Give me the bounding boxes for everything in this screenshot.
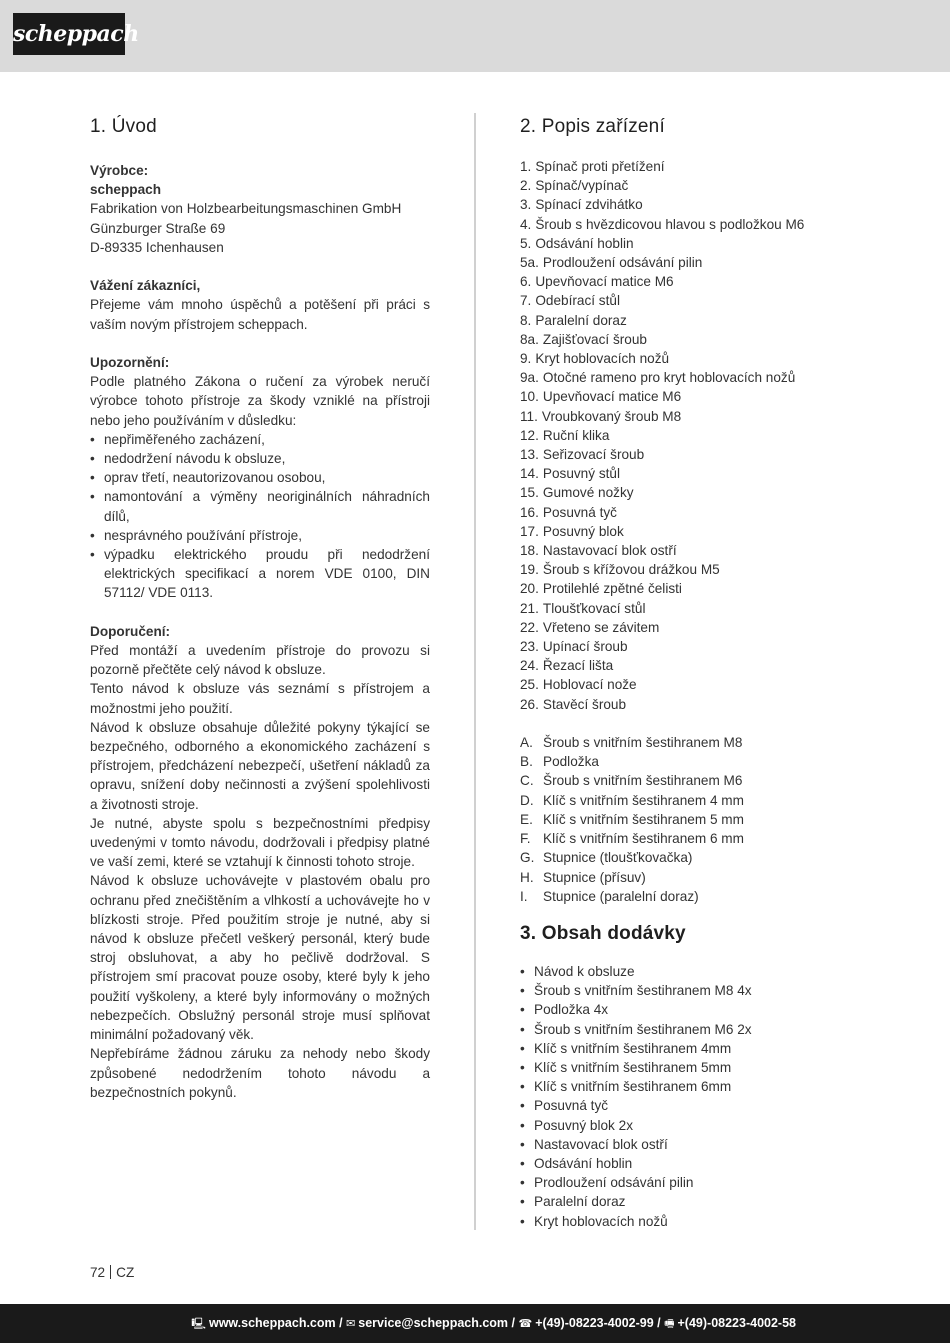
item-text: Zajišťovací šroub (542, 331, 647, 347)
list-item (520, 771, 850, 790)
item-number: 15. (520, 485, 539, 501)
section-title-device-description: 2. Popis zařízení (520, 116, 665, 137)
item-text: Šroub s křížovou drážkou M5 (542, 562, 720, 578)
list-item: • Paralelní doraz (520, 1192, 850, 1211)
list-item (520, 253, 850, 272)
item-number: 8. (520, 312, 532, 328)
item-number: 10. (520, 389, 539, 405)
list-item (520, 291, 850, 310)
item-number: C. (520, 773, 534, 789)
item-number: 16. (520, 504, 539, 520)
item-text: Gumové nožky (542, 485, 634, 501)
manufacturer-line: D-89335 Ichenhausen (90, 239, 224, 255)
item-text: Nastavovací blok ostří (542, 543, 677, 559)
list-item: • nepřiměřeného zacházení, (90, 430, 430, 449)
notice-list (90, 430, 430, 603)
manufacturer-name: scheppach (90, 182, 162, 198)
notice-block (90, 353, 430, 603)
manufacturer-block (90, 161, 430, 257)
page-number: 72 (90, 1265, 106, 1280)
list-item (520, 695, 850, 714)
list-item (520, 733, 850, 752)
item-number: 5a. (520, 255, 539, 271)
item-number: 9a. (520, 370, 539, 386)
item-number: 26. (520, 696, 539, 712)
list-item: • Klíč s vnitřním šestihranem 6mm (520, 1077, 850, 1096)
greeting-label: Vážení zákazníci, (90, 278, 201, 294)
page-footer-number (90, 1265, 134, 1280)
item-number: 3. (520, 197, 532, 213)
paragraph: Návod k obsluze uchovávejte v plastovém obalu pro ochranu před znečištěním a vlhkostí a uchovávejte ho v blízkosti stroje. Před použitím stroje je nutné, aby si návod k obsluze přečetl veškerý personál, který bude stroj obsluhovat, a aby ho pečlivě dodržoval. S přístrojem smí pracovat pouze osoby, které byly k jeho použití vyškoleny, a které byly informovány o možných nebezpečích. Obslužný personál stroje musí splňovat minimální požadovaný věk. (90, 873, 430, 1043)
list-item: • Posuvný blok 2x (520, 1116, 850, 1135)
item-text: Řezací lišta (542, 658, 614, 674)
list-item (520, 868, 850, 887)
item-number: 7. (520, 293, 532, 309)
item-number: B. (520, 754, 533, 770)
page-header (0, 0, 950, 72)
recommendation-label: Doporučení: (90, 623, 171, 639)
list-item (520, 887, 850, 906)
item-number: I. (520, 888, 528, 904)
item-number: 5. (520, 235, 532, 251)
item-text: Šroub s vnitřním šestihranem M8 (543, 735, 743, 751)
item-text: Ruční klika (542, 427, 610, 443)
section-title-introduction: 1. Úvod (90, 116, 157, 137)
recommendation-block (90, 622, 430, 1102)
list-item (520, 157, 850, 176)
computer-icon: 🖳 (191, 1318, 206, 1330)
item-text: Vřeteno se závitem (542, 619, 660, 635)
fax-number: +(49)-08223-4002-58 (677, 1316, 796, 1330)
list-item: • namontování a výměny neoriginálních náhradních dílů, (90, 487, 430, 525)
mail-icon: ✉ (346, 1318, 356, 1330)
item-text: Vroubkovaný šroub M8 (541, 408, 682, 424)
item-text: Posuvný blok (542, 523, 624, 539)
item-text: Stavěcí šroub (542, 696, 627, 712)
list-item (520, 426, 850, 445)
parts-list (520, 157, 850, 714)
item-number: 19. (520, 562, 539, 578)
manufacturer-label: Výrobce: (90, 163, 149, 178)
item-text: Tloušťkovací stůl (542, 600, 646, 616)
item-text: Prodloužení odsávání pilin (542, 255, 703, 271)
email-link[interactable]: service@scheppach.com / (358, 1316, 515, 1330)
greeting-text: Přejeme vám mnoho úspěchů a potěšení při práci s vaším novým přístrojem scheppach. (90, 297, 430, 332)
item-text: Paralelní doraz (535, 312, 627, 328)
list-item: • Klíč s vnitřním šestihranem 4mm (520, 1039, 850, 1058)
paragraph: Nepřebíráme žádnou záruku za nehody nebo škody způsobené nedodržením tohoto návodu a bezpečnostních pokynů. (90, 1046, 430, 1100)
item-number: 4. (520, 216, 532, 232)
list-item (520, 675, 850, 694)
item-text: Spínací zdvihátko (535, 197, 643, 213)
section-introduction (90, 113, 430, 1102)
list-item (520, 464, 850, 483)
item-text: Odsávání hoblin (535, 235, 634, 251)
list-item (520, 272, 850, 291)
list-item (520, 541, 850, 560)
list-item (520, 349, 850, 368)
list-item (520, 483, 850, 502)
notice-intro: Podle platného Zákona o ručení za výrobek neručí výrobce tohoto přístroje za škody vzniklé na přístroji nebo jeho používáním v důsledku: (90, 374, 430, 428)
list-item (520, 311, 850, 330)
column-divider (474, 113, 476, 1230)
item-number: H. (520, 869, 534, 885)
delivery-list (520, 962, 850, 1231)
item-text: Otočné rameno pro kryt hoblovacích nožů (542, 370, 796, 386)
manufacturer-line: Günzburger Straße 69 (90, 220, 226, 236)
list-item (520, 810, 850, 829)
fax-icon: 🖷 (664, 1318, 675, 1330)
item-number: 2. (520, 178, 532, 194)
item-number: F. (520, 831, 531, 847)
item-text: Šroub s vnitřním šestihranem M6 (543, 773, 743, 789)
item-number: 18. (520, 543, 539, 559)
item-text: Klíč s vnitřním šestihranem 5 mm (543, 811, 744, 827)
list-item (520, 234, 850, 253)
item-text: Spínač/vypínač (535, 178, 629, 194)
list-item: • Podložka 4x (520, 1000, 850, 1019)
item-text: Upevňovací matice M6 (542, 389, 682, 405)
list-item (520, 407, 850, 426)
item-text: Spínač proti přetížení (535, 159, 665, 174)
list-item: • Kryt hoblovacích nožů (520, 1212, 850, 1231)
list-item (520, 215, 850, 234)
item-text: Seřizovací šroub (542, 447, 645, 463)
item-number: 12. (520, 427, 539, 443)
list-item (520, 791, 850, 810)
list-item: • Šroub s vnitřním šestihranem M6 2x (520, 1020, 850, 1039)
item-text: Stupnice (přísuv) (543, 869, 646, 885)
list-item (520, 176, 850, 195)
list-item: • nedodržení návodu k obsluze, (90, 449, 430, 468)
list-item (520, 599, 850, 618)
item-number: 1. (520, 159, 532, 174)
item-text: Klíč s vnitřním šestihranem 4 mm (543, 792, 744, 808)
list-item (520, 368, 850, 387)
item-number: D. (520, 792, 534, 808)
list-item: • Šroub s vnitřním šestihranem M8 4x (520, 981, 850, 1000)
item-text: Posuvná tyč (542, 504, 617, 520)
brand-logo: scheppach (13, 13, 125, 55)
list-item (520, 330, 850, 349)
item-number: 14. (520, 466, 539, 482)
list-item (520, 618, 850, 637)
list-item: • výpadku elektrického proudu při nedodržení elektrických specifikací a norem VDE 0100, DIN 57112/ VDE 0113. (90, 545, 430, 603)
notice-label: Upozornění: (90, 355, 170, 370)
phone-icon: ☎ (518, 1318, 533, 1330)
item-text: Upevňovací matice M6 (535, 274, 674, 290)
language-code: CZ (116, 1265, 135, 1280)
item-text: Klíč s vnitřním šestihranem 6 mm (543, 831, 744, 847)
list-item: • Návod k obsluze (520, 962, 850, 981)
list-item (520, 387, 850, 406)
item-number: G. (520, 850, 535, 866)
list-item (520, 522, 850, 541)
item-number: 23. (520, 639, 539, 655)
item-number: 6. (520, 274, 532, 290)
item-number: 21. (520, 600, 539, 616)
item-text: Odebírací stůl (535, 293, 620, 309)
list-item (520, 829, 850, 848)
list-item (520, 848, 850, 867)
list-item (520, 195, 850, 214)
item-number: 20. (520, 581, 539, 597)
paragraph: Před montáží a uvedením přístroje do provozu si pozorně přečtěte celý návod k obsluze. (90, 643, 430, 678)
item-text: Protilehlé zpětné čelisti (542, 581, 682, 597)
item-text: Upínací šroub (542, 639, 628, 655)
paragraph: Tento návod k obsluze vás seznámí s přístrojem a možnostmi jeho použití. (90, 681, 430, 716)
item-text: Stupnice (paralelní doraz) (543, 888, 699, 904)
item-text: Podložka (543, 754, 599, 770)
item-number: 9. (520, 351, 532, 367)
list-item: • Odsávání hoblin (520, 1154, 850, 1173)
item-text: Šroub s hvězdicovou hlavou s podložkou M6 (535, 216, 805, 232)
list-item (520, 503, 850, 522)
greeting-block (90, 276, 430, 334)
list-item (520, 560, 850, 579)
section-device-description (520, 113, 850, 1231)
manufacturer-line: Fabrikation von Holzbearbeitungsmaschinen GmbH (90, 201, 402, 217)
item-number: 13. (520, 447, 539, 463)
item-number: A. (520, 735, 533, 751)
list-item (520, 752, 850, 771)
list-item (520, 445, 850, 464)
item-number: 25. (520, 677, 539, 693)
phone-number: +(49)-08223-4002-99 / (535, 1316, 661, 1330)
list-item (520, 579, 850, 598)
item-number: 22. (520, 619, 539, 635)
item-number: E. (520, 811, 533, 827)
accessories-list (520, 733, 850, 906)
item-text: Hoblovací nože (542, 677, 637, 693)
list-item: • oprav třetí, neautorizovanou osobou, (90, 468, 430, 487)
item-number: 17. (520, 523, 539, 539)
item-text: Posuvný stůl (542, 466, 620, 482)
item-text: Kryt hoblovacích nožů (535, 351, 670, 367)
item-number: 8a. (520, 331, 539, 347)
paragraph: Je nutné, abyste spolu s bezpečnostními předpisy uvedenými v tomto návodu, dodržovali i předpisy platné ve vaší zemi, které se vztahují k činnosti tohoto stroje. (90, 815, 430, 870)
list-item: • Nastavovací blok ostří (520, 1135, 850, 1154)
contact-bar (0, 1304, 950, 1343)
list-item (520, 637, 850, 656)
paragraph: Návod k obsluze obsahuje důležité pokyny týkající se bezpečného, odborného a ekonomického zacházení s přístrojem, předcházení nebezpečí, ušetření nákladů za opravu, snížení doby nečinnosti a zvýšení spolehlivosti a životnosti stroje. (90, 719, 430, 812)
item-text: Stupnice (tloušťkovačka) (543, 850, 693, 866)
list-item: • Posuvná tyč (520, 1096, 850, 1115)
section-title-delivery: 3. Obsah dodávky (520, 922, 686, 944)
list-item: • nesprávného používání přístroje, (90, 526, 430, 545)
website-link[interactable]: www.scheppach.com / (208, 1316, 343, 1330)
list-item: • Prodloužení odsávání pilin (520, 1173, 850, 1192)
list-item (520, 656, 850, 675)
item-number: 11. (520, 408, 538, 424)
list-item: • Klíč s vnitřním šestihranem 5mm (520, 1058, 850, 1077)
item-number: 24. (520, 658, 539, 674)
